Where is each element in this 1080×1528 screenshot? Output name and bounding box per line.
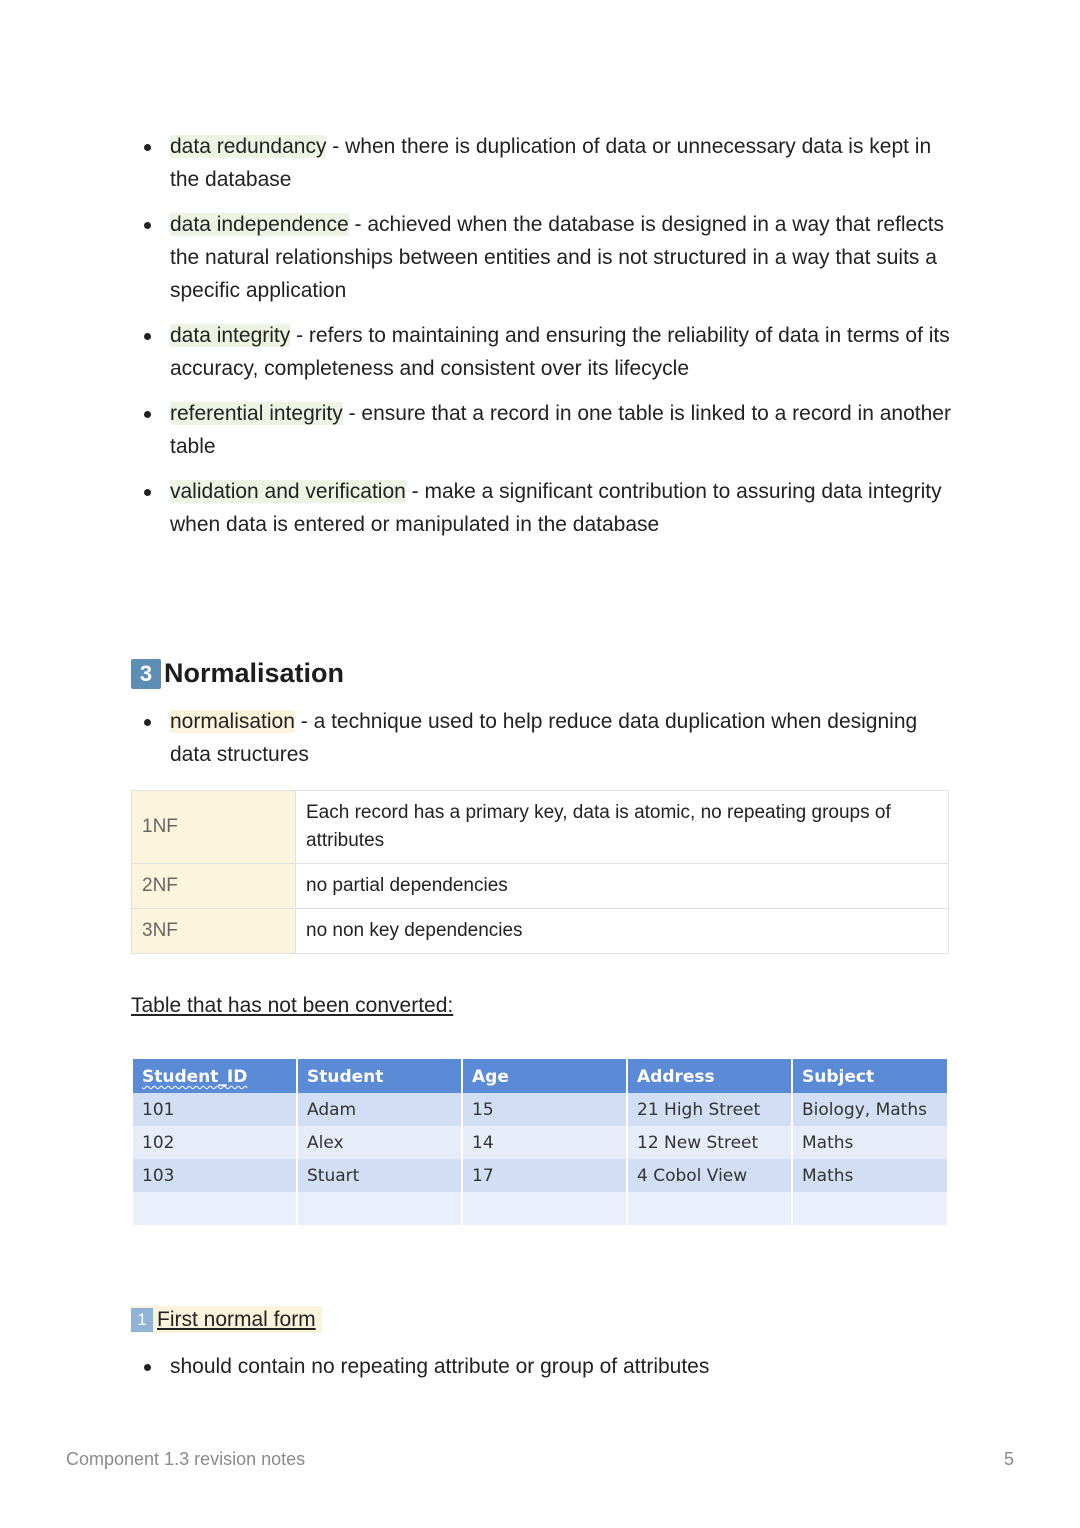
subsection-title: First normal form bbox=[157, 1307, 316, 1331]
column-header: Student bbox=[298, 1059, 461, 1093]
definition-text: - refers to maintaining and ensuring the reliability of data in terms of its accuracy, completeness and consistent over its lifecycle bbox=[170, 324, 950, 380]
definition-list bbox=[140, 130, 960, 541]
subsection-heading bbox=[131, 1306, 322, 1333]
table-cell: 15 bbox=[463, 1093, 626, 1126]
table-cell: Maths bbox=[793, 1126, 947, 1159]
table-row bbox=[133, 1159, 947, 1192]
nf-form-cell: 3NF bbox=[132, 909, 296, 954]
table-cell: 14 bbox=[463, 1126, 626, 1159]
column-header: Address bbox=[628, 1059, 791, 1093]
table-cell: 12 New Street bbox=[628, 1126, 791, 1159]
definition-text: - make a significant contribution to assuring data integrity when data is entered or manipulated in the database bbox=[170, 480, 942, 536]
definition-item bbox=[140, 475, 960, 541]
column-header: Age bbox=[463, 1059, 626, 1093]
table-header-row bbox=[133, 1059, 947, 1093]
table-cell: Stuart bbox=[298, 1159, 461, 1192]
definition-term: data independence bbox=[170, 213, 349, 236]
student-table bbox=[131, 1059, 949, 1225]
page-number: 5 bbox=[1004, 1449, 1015, 1469]
table-cell: 103 bbox=[133, 1159, 296, 1192]
list-item bbox=[140, 1350, 960, 1383]
table-cell: Alex bbox=[298, 1126, 461, 1159]
table-row bbox=[133, 1126, 947, 1159]
table-cell: 102 bbox=[133, 1126, 296, 1159]
table-row bbox=[133, 1093, 947, 1126]
definition-term: data integrity bbox=[170, 324, 291, 347]
table-row bbox=[132, 864, 949, 909]
section-number-badge: 3 bbox=[131, 659, 161, 689]
table-cell bbox=[133, 1192, 296, 1225]
column-header: Subject bbox=[793, 1059, 947, 1093]
table-cell bbox=[463, 1192, 626, 1225]
definition-text: - ensure that a record in one table is linked to a record in another table bbox=[170, 402, 951, 458]
nf-form-cell: 1NF bbox=[132, 791, 296, 864]
column-header bbox=[133, 1059, 296, 1093]
table-cell: Maths bbox=[793, 1159, 947, 1192]
table-cell: 4 Cobol View bbox=[628, 1159, 791, 1192]
first-normal-form-list bbox=[140, 1350, 960, 1383]
table-row bbox=[132, 791, 949, 864]
nf-desc-cell: Each record has a primary key, data is atomic, no repeating groups of attributes bbox=[296, 791, 949, 864]
section-heading bbox=[131, 658, 344, 689]
table-cell: 21 High Street bbox=[628, 1093, 791, 1126]
normal-forms-table bbox=[131, 790, 949, 954]
unconverted-table-caption: Table that has not been converted: bbox=[131, 994, 454, 1017]
table-cell: Adam bbox=[298, 1093, 461, 1126]
definition-text: - a technique used to help reduce data duplication when designing data structures bbox=[170, 710, 918, 766]
table-cell bbox=[298, 1192, 461, 1225]
subsection-number-badge: 1 bbox=[131, 1308, 153, 1332]
definition-text: - when there is duplication of data or unnecessary data is kept in the database bbox=[170, 135, 932, 191]
nf-form-cell: 2NF bbox=[132, 864, 296, 909]
definition-term: data redundancy bbox=[170, 135, 327, 158]
bullet-text: should contain no repeating attribute or group of attributes bbox=[170, 1355, 710, 1378]
table-cell bbox=[628, 1192, 791, 1225]
table-row-empty bbox=[133, 1192, 947, 1225]
definition-term: referential integrity bbox=[170, 402, 343, 425]
table-cell: 17 bbox=[463, 1159, 626, 1192]
table-row bbox=[132, 909, 949, 954]
nf-desc-cell: no non key dependencies bbox=[296, 909, 949, 954]
section-title: Normalisation bbox=[164, 658, 345, 688]
definition-text: - achieved when the database is designed in a way that reflects the natural relationships between entities and is not structured in a way that suits a specific application bbox=[170, 213, 945, 302]
definition-item bbox=[140, 397, 960, 463]
table-cell bbox=[793, 1192, 947, 1225]
definition-term: normalisation bbox=[170, 710, 295, 733]
definition-term: validation and verification bbox=[170, 480, 406, 503]
table-cell: 101 bbox=[133, 1093, 296, 1126]
table-cell: Biology, Maths bbox=[793, 1093, 947, 1126]
column-header-label: Student_ID bbox=[142, 1067, 248, 1087]
definition-item bbox=[140, 208, 960, 307]
definition-item bbox=[140, 319, 960, 385]
definition-item bbox=[140, 130, 960, 196]
nf-desc-cell: no partial dependencies bbox=[296, 864, 949, 909]
footer-title: Component 1.3 revision notes bbox=[66, 1449, 306, 1469]
normalisation-definition-list bbox=[140, 705, 960, 771]
definition-item bbox=[140, 705, 960, 771]
